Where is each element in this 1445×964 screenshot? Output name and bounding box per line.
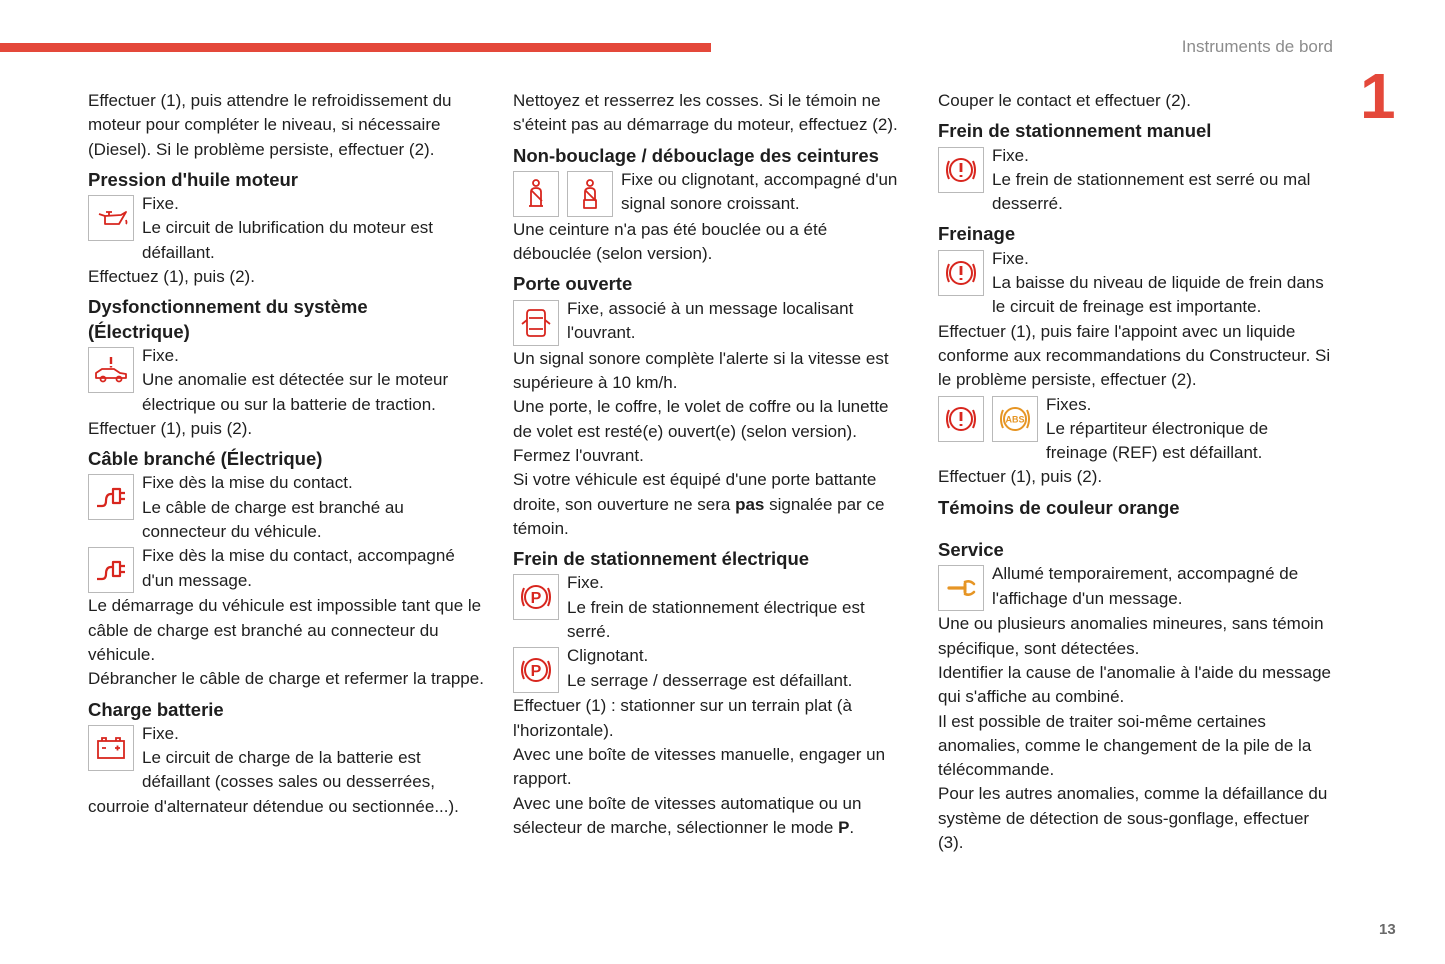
belt-text-1: Fixe ou clignotant, accompagné d'un signal sonore croissant. [621,169,898,214]
epb-text-5: Effectuer (1) : stationner sur un terrain plat (à l'horizontale). [513,696,852,740]
manual-text-1: Fixe. [992,145,1029,165]
heading-oil-pressure: Pression d'huile moteur [88,168,298,190]
column-1 [88,89,484,819]
heading-braking: Freinage [938,223,1016,245]
door-text-5a: Si votre véhicule est équipé d'une porte battante droite, son ouverture ne sera [513,470,877,514]
epb-text-7a: Avec une boîte de vitesses automatique ou un sélecteur de marche, sélectionner le mode [513,793,862,837]
cable-text-3: Fixe dès la mise du contact, accompagné d'un message. [142,546,455,590]
electric-car-warning-icon [88,347,134,393]
brake-warning-icon [938,147,984,193]
oil-text-1: Fixe. [142,194,179,214]
manual-text-2: Le frein de stationnement est serré ou mal desserré. [992,169,1311,214]
svg-text:P: P [530,590,542,608]
door-text-2: Un signal sonore complète l'alerte si la vitesse est supérieure à 10 km/h. [513,348,889,393]
abs-icon [992,396,1038,442]
column-2 [513,89,909,840]
service-text-3: Identifier la cause de l'anomalie à l'aide du message qui s'affiche au combiné. [938,662,1332,707]
elec-text-2: Une anomalie est détectée sur le moteur électrique ou sur la batterie de traction. [142,370,449,414]
header-accent-bar [0,43,711,52]
parking-brake-p-icon [513,647,559,693]
svg-text:ABS: ABS [1005,414,1025,425]
oil-can-icon [88,195,134,241]
cable-text-4: Le démarrage du véhicule est impossible tant que le câble de charge est branché au connecteur du véhicule. [88,596,482,664]
charging-plug-icon [88,547,134,593]
abs-text-2: Le répartiteur électronique de freinage (REF) est défaillant. [1046,418,1269,463]
door-text-5 [513,468,909,541]
heading-cable-connected: Câble branché (Électrique) [88,448,323,470]
cable-text-1: Fixe dès la mise du contact. [142,473,353,493]
door-text-5b: pas [735,494,765,514]
service-text-5: Pour les autres anomalies, comme la défaillance du système de détection de sous-gonflage, effectuer (3). [938,784,1328,853]
intro-text: Couper le contact et effectuer (2). [938,91,1191,110]
svg-text:P: P [530,663,542,681]
battery-text-1: Fixe. [142,723,179,743]
section-title: Instruments de bord [1181,37,1333,56]
open-door-car-icon [513,300,559,346]
braking-text-3: Effectuer (1), puis faire l'appoint avec un liquide conforme aux recommandations du Constructeur. Si le problème persiste, effectuer (2). [938,321,1331,390]
heading-door-open: Porte ouverte [513,273,633,295]
epb-text-7c: . [849,817,855,837]
epb-text-3: Clignotant. [567,646,649,666]
intro-text: Effectuer (1), puis attendre le refroidissement du moteur pour compléter le niveau, si nécessaire (Diesel). Si le problème persiste, effectuer (2). [88,91,452,159]
heading-electric-b: (Électrique) [88,320,190,342]
door-text-3: Une porte, le coffre, le volet de coffre ou la lunette de volet est resté(e) ouvert(e) (selon version). [513,397,889,441]
heading-electric-malfunction [88,295,484,344]
charging-plug-icon [88,474,134,520]
wrench-icon [938,565,984,611]
page-number: 13 [1379,921,1396,938]
epb-text-4: Le serrage / desserrage est défaillant. [567,670,853,690]
heading-orange-warnings: Témoins de couleur orange [938,496,1180,518]
cable-text-2: Le câble de charge est branché au connecteur du véhicule. [142,497,404,542]
heading-seatbelt: Non-bouclage / débouclage des ceintures [513,144,879,166]
elec-text-3: Effectuer (1), puis (2). [88,418,253,438]
battery-text-2: Le circuit de charge de la batterie est défaillant (cosses sales ou desserrées, courroie d'alternateur détendue ou sectionnée...). [88,748,459,816]
column-3 [938,89,1334,855]
braking-text-2: La baisse du niveau de liquide de frein dans le circuit de freinage est importante. [992,273,1324,317]
epb-text-2: Le frein de stationnement électrique est serré. [567,597,865,642]
heading-manual-parking-brake: Frein de stationnement manuel [938,120,1212,142]
battery-icon [88,725,134,771]
abs-text-1: Fixes. [1046,394,1092,414]
door-text-5c: signalée par ce témoin. [513,494,885,538]
oil-text-3: Effectuez (1), puis (2). [88,267,255,287]
door-text-1: Fixe, associé à un message localisant l'ouvrant. [567,298,854,343]
intro-text: Nettoyez et resserrez les cosses. Si le témoin ne s'éteint pas au démarrage du moteur, effectuez (2). [513,91,898,135]
epb-text-7b: P [838,817,850,837]
epb-text-1: Fixe. [567,573,604,593]
chapter-number: 1 [1360,60,1396,132]
brake-warning-icon [938,250,984,296]
service-text-1: Allumé temporairement, accompagné de l'affichage d'un message. [992,564,1299,608]
parking-brake-p-icon [513,574,559,620]
belt-text-2: Une ceinture n'a pas été bouclée ou a été débouclée (selon version). [513,219,828,264]
oil-text-2: Le circuit de lubrification du moteur est défaillant. [142,218,434,262]
abs-text-3: Effectuer (1), puis (2). [938,467,1103,487]
braking-text-1: Fixe. [992,248,1029,268]
door-text-4: Fermez l'ouvrant. [513,445,644,465]
cable-text-5: Débrancher le câble de charge et refermer la trappe. [88,669,484,689]
heading-battery-charge: Charge batterie [88,698,224,720]
heading-electric-a: Dysfonctionnement du système [88,296,368,318]
seatbelt-rear-icon [567,171,613,217]
heading-electric-parking-brake: Frein de stationnement électrique [513,548,810,570]
epb-text-7 [513,792,909,841]
epb-text-6: Avec une boîte de vitesses manuelle, engager un rapport. [513,744,886,789]
service-text-4: Il est possible de traiter soi-même certaines anomalies, comme le changement de la pile de la télécommande. [938,711,1312,780]
seatbelt-front-icon [513,171,559,217]
brake-warning-icon [938,396,984,442]
elec-text-1: Fixe. [142,345,179,365]
service-text-2: Une ou plusieurs anomalies mineures, sans témoin spécifique, sont détectées. [938,614,1324,658]
heading-service: Service [938,539,1004,561]
